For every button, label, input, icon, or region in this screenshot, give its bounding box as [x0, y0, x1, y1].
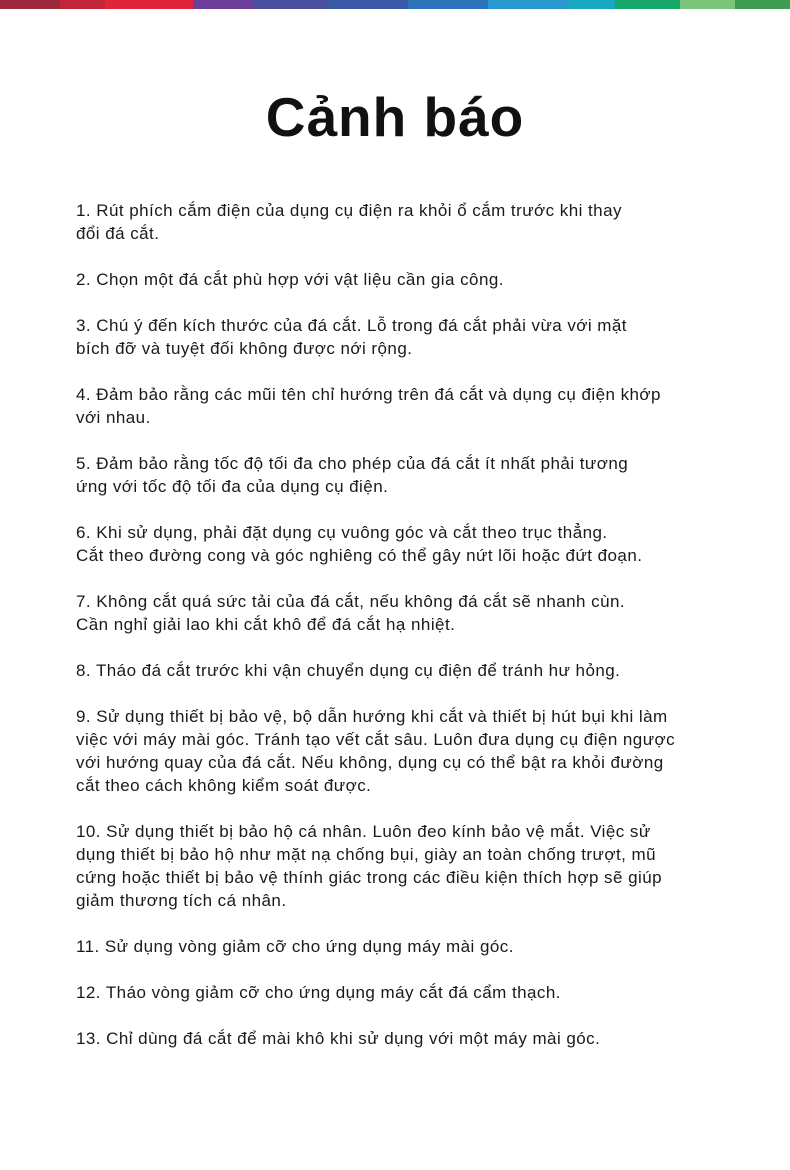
warning-item: 3. Chú ý đến kích thước của đá cắt. Lỗ trong đá cắt phải vừa với mặt bích đỡ và tuyệt đối không được nới rộng.	[76, 316, 627, 358]
warning-item: 4. Đảm bảo rằng các mũi tên chỉ hướng trên đá cắt và dụng cụ điện khớp với nhau.	[76, 385, 661, 427]
warning-item: 8. Tháo đá cắt trước khi vận chuyển dụng cụ điện để tránh hư hỏng.	[76, 661, 621, 680]
color-bar-segment	[0, 0, 60, 9]
warning-list	[76, 199, 726, 1073]
warning-item: 2. Chọn một đá cắt phù hợp với vật liệu cần gia công.	[76, 270, 504, 289]
color-bar-segment	[328, 0, 408, 9]
color-bar-segment	[253, 0, 328, 9]
warning-item: 9. Sử dụng thiết bị bảo vệ, bộ dẫn hướng khi cắt và thiết bị hút bụi khi làm việc với máy mài góc. Tránh tạo vết cắt sâu. Luôn đưa dụng cụ điện ngược với hướng quay của đá cắt. Nếu không, dụng cụ có thể bật ra khỏi đường cắt theo cách không kiểm soát được.	[76, 707, 676, 795]
color-bar-segment	[570, 0, 615, 9]
color-bar-segment	[488, 0, 570, 9]
color-bar-segment	[105, 0, 193, 9]
warning-item: 6. Khi sử dụng, phải đặt dụng cụ vuông góc và cắt theo trục thẳng. Cắt theo đường cong và góc nghiêng có thể gây nứt lõi hoặc đứt đoạn.	[76, 523, 643, 565]
warning-item: 7. Không cắt quá sức tải của đá cắt, nếu không đá cắt sẽ nhanh cùn. Cần nghỉ giải lao khi cắt khô để đá cắt hạ nhiệt.	[76, 592, 626, 634]
color-bar-segment	[408, 0, 488, 9]
warning-item: 1. Rút phích cắm điện của dụng cụ điện ra khỏi ổ cắm trước khi thay đổi đá cắt.	[76, 201, 622, 243]
warning-item: 10. Sử dụng thiết bị bảo hộ cá nhân. Luôn đeo kính bảo vệ mắt. Việc sử dụng thiết bị bảo hộ như mặt nạ chống bụi, giày an toàn chống trượt, mũ cứng hoặc thiết bị bảo vệ thính giác trong các điều kiện thích hợp sẽ giúp giảm thương tích cá nhân.	[76, 822, 663, 910]
color-bar-segment	[680, 0, 735, 9]
color-bar-segment	[60, 0, 105, 9]
warning-item: 13. Chỉ dùng đá cắt để mài khô khi sử dụng với một máy mài góc.	[76, 1029, 601, 1048]
color-bar-segment	[193, 0, 253, 9]
page-title: Cảnh báo	[265, 86, 525, 148]
color-bar-segment	[735, 0, 790, 9]
warning-item: 11. Sử dụng vòng giảm cỡ cho ứng dụng máy mài góc.	[76, 937, 514, 956]
warning-item: 5. Đảm bảo rằng tốc độ tối đa cho phép của đá cắt ít nhất phải tương ứng với tốc độ tối đa của dụng cụ điện.	[76, 454, 629, 496]
top-color-bar	[0, 0, 790, 9]
warning-item: 12. Tháo vòng giảm cỡ cho ứng dụng máy cắt đá cẩm thạch.	[76, 983, 561, 1002]
color-bar-segment	[615, 0, 680, 9]
